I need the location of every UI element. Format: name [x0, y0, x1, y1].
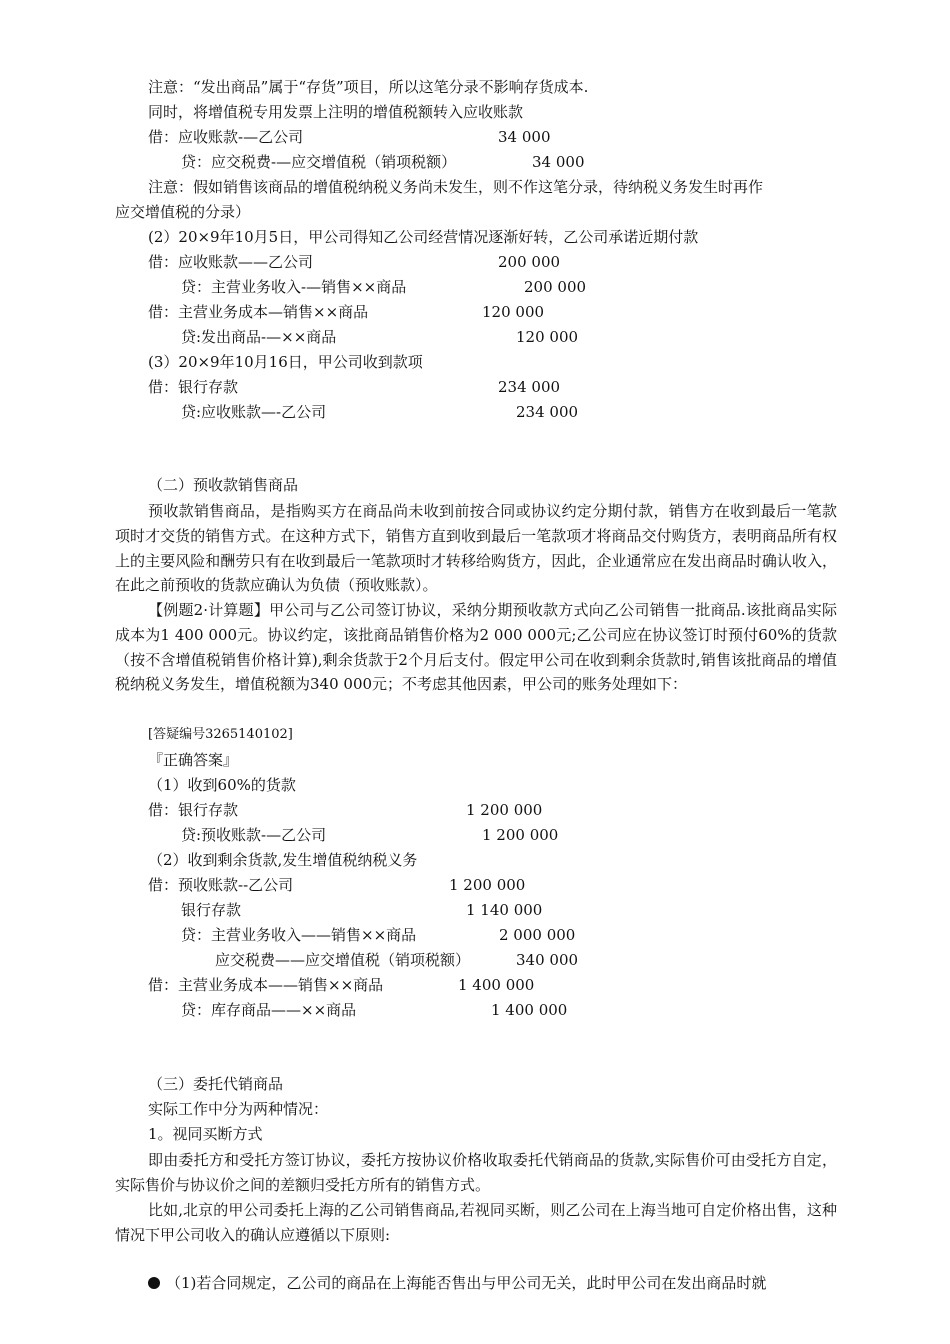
entry-amount: 234 000: [516, 403, 579, 421]
entry-amount: 120 000: [482, 303, 545, 321]
entry-credit: 贷:应收账款—-乙公司: [181, 403, 327, 421]
entry-amount: 1 140 000: [466, 901, 543, 919]
example-paragraph: 【例题2·计算题】甲公司与乙公司签订协议，采纳分期预收款方式向乙公司销售一批商品.该批商品实际成本为1 400 000元。协议约定，该批商品销售价格为2 000 000元;乙公司应在协议签订时预付60%的货款（按不含增值税销售价格计算),剩余货款于2个月后支付。假定甲公司在收到剩余货款时,销售该批商品的增值税纳税义务发生，增值税额为340 000元；不考虑其他因素，甲公司的账务处理如下：: [115, 601, 837, 694]
entry-amount: 1 200 000: [466, 801, 543, 819]
entry-amount: 120 000: [516, 328, 579, 346]
entry-debit: 借：银行存款: [148, 801, 239, 819]
entry-amount: 340 000: [516, 951, 579, 969]
entry-credit: 贷：主营业务收入-—销售××商品: [181, 278, 407, 296]
entry-credit: 贷:发出商品-—××商品: [181, 328, 337, 346]
section-heading: （三）委托代销商品: [148, 1075, 284, 1093]
entry-credit: 贷：主营业务收入——销售××商品: [181, 926, 417, 944]
vat-transfer-line: 同时，将增值税专用发票上注明的增值税额转入应收账款: [148, 103, 524, 121]
entry-amount: 1 200 000: [449, 876, 526, 894]
qa-number: [答疑编号3265140102]: [148, 727, 293, 742]
paragraph: 比如,北京的甲公司委托上海的乙公司销售商品,若视同买断，则乙公司在上海当地可自定价格出售，这种情况下甲公司收入的确认应遵循以下原则:: [115, 1201, 837, 1244]
bullet-item: （1)若合同规定，乙公司的商品在上海能否售出与甲公司无关，此时甲公司在发出商品时就: [166, 1274, 767, 1292]
entry-debit: 借：主营业务成本—销售××商品: [148, 303, 369, 321]
entry-debit: 借：银行存款: [148, 378, 239, 396]
entry-credit: 贷:预收账款-—乙公司: [181, 826, 327, 844]
entry-amount: 1 200 000: [482, 826, 559, 844]
entry-debit: 借：应收账款-—乙公司: [148, 128, 304, 146]
entry-credit: 贷：库存商品——××商品: [181, 1001, 357, 1019]
entry-credit: 应交税费——应交增值税（销项税额）: [215, 951, 471, 969]
answer-title: 『正确答案』: [148, 751, 239, 769]
entry-debit: 借：预收账款--乙公司: [148, 876, 294, 894]
bullet-icon: [148, 1277, 160, 1289]
paragraph: 即由委托方和受托方签订协议，委托方按协议价格收取委托代销商品的货款,实际售价可由受托方自定，实际售价与协议价之间的差额归受托方所有的销售方式。: [115, 1151, 837, 1194]
section-heading: （二）预收款销售商品: [148, 476, 299, 494]
intro-line: 实际工作中分为两种情况：: [148, 1100, 329, 1118]
entry-debit: 借：应收账款——乙公司: [148, 253, 314, 271]
note-goods-shipped: 注意：“发出商品”属于“存货”项目，所以这笔分录不影响存货成本.: [148, 78, 589, 96]
entry-debit: 借：主营业务成本——销售××商品: [148, 976, 384, 994]
sub-heading: 1。视同买断方式: [148, 1125, 263, 1143]
entry-debit: 银行存款: [181, 901, 242, 919]
note-vat: 注意：假如销售该商品的增值税纳税义务尚未发生，则不作这笔分录，待纳税义务发生时再作: [148, 178, 764, 196]
paragraph: 预收款销售商品，是指购买方在商品尚未收到前按合同或协议约定分期付款，销售方在收到最后一笔款项时才交货的销售方式。在这种方式下，销售方直到收到最后一笔款项才将商品交付购货方，表明商品所有权上的主要风险和酬劳只有在收到最后一笔款项时才转移给购货方，因此，企业通常应在发出商品时确认收入，在此之前预收的货款应确认为负债（预收账款）。: [115, 502, 837, 595]
step-2: (2）20×9年10月5日，甲公司得知乙公司经营情况逐渐好转，乙公司承诺近期付款: [148, 228, 699, 246]
entry-amount: 1 400 000: [458, 976, 535, 994]
entry-amount: 34 000: [532, 153, 585, 171]
entry-amount: 1 400 000: [491, 1001, 568, 1019]
entry-amount: 34 000: [498, 128, 551, 146]
step-2: （2）收到剩余货款,发生增值税纳税义务: [148, 851, 418, 869]
entry-amount: 200 000: [524, 278, 587, 296]
entry-amount: 2 000 000: [499, 926, 576, 944]
note-vat-cont: 应交增值税的分录）: [115, 203, 251, 221]
entry-credit: 贷：应交税费-—应交增值税（销项税额）: [181, 153, 457, 171]
entry-amount: 234 000: [498, 378, 561, 396]
step-1: （1）收到60%的货款: [148, 776, 296, 794]
step-3: (3）20×9年10月16日，甲公司收到款项: [148, 353, 423, 371]
entry-amount: 200 000: [498, 253, 561, 271]
